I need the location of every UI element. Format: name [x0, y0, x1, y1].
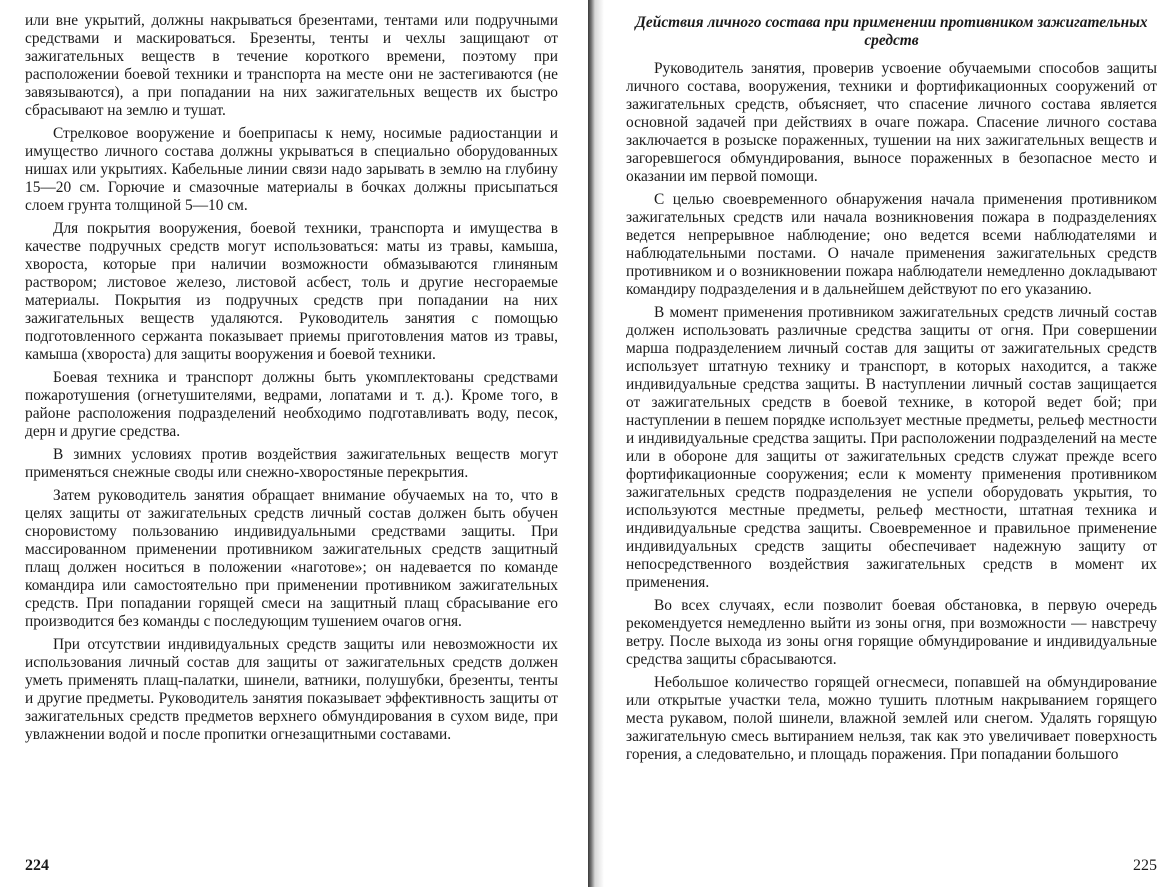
section-heading: Действия личного состава при применении противником зажигательных средств: [635, 14, 1148, 49]
left-paragraph-5: В зимних условиях против воздействия зажигательных веществ могут применяться снежные своды или снежно-хворостяные перекрытия.: [25, 446, 558, 481]
right-paragraph-1: Руководитель занятия, проверив усвоение обучаемыми способов защиты личного состава, вооружения, техники и фортификационных сооружений от зажигательных средств, объясняет, что спасение личного состава является основной задачей при действиях в очаге пожара. Спасение личного состава заключается в розыске пораженных, тушении на них зажигательных веществ и загоревшегося обмундирования, выносе пораженных в безопасное место и оказании им первой помощи.: [626, 60, 1157, 185]
right-paragraph-5: Небольшое количество горящей огнесмеси, попавшей на обмундирование или открытые участки тела, можно тушить плотным накрыванием горящего места рукавом, полой шинели, влажной землей или снегом. Удалять горящую зажигательную смесь вытиранием нельзя, так как это увеличивает поверхность горения, а следовательно, и площадь поражения. При попадании большого: [626, 674, 1157, 763]
right-paragraph-4: Во всех случаях, если позволит боевая обстановка, в первую очередь рекомендуется немедленно выйти из зоны огня, при возможности — навстречу ветру. После выхода из зоны огня горящие обмундирование и индивидуальные средства защиты сбрасываются.: [626, 597, 1157, 668]
right-paragraph-2: С целью своевременного обнаружения начала применения противником зажигательных средств или начала возникновения пожара в подразделениях ведется непрерывное наблюдение; оно ведется всеми наблюдателями и наблюдательными постами. О начале применения зажигательных средств противником и о возникновении пожара наблюдатели немедленно докладывают командиру подразделения и в дальнейшем действуют по его указанию.: [626, 191, 1157, 298]
left-paragraph-1: или вне укрытий, должны накрываться брезентами, тентами или подручными средствами и маскироваться. Брезенты, тенты и чехлы защищают от зажигательных веществ в течение короткого времени, поэтому при расположении боевой техники и транспорта на месте они не застегиваются (не завязываются), а при попадании на них зажигательных веществ их быстро сбрасывают на землю и тушат.: [25, 12, 558, 119]
right-page: [604, 0, 1175, 887]
page-number-right: 225: [1133, 857, 1157, 874]
book-spine-shadow: [588, 0, 604, 887]
right-paragraph-3: В момент применения противником зажигательных средств личный состав должен использовать различные средства защиты от огня. При совершении марша подразделением личный состав для защиты от зажигательных средств использует штатную технику и транспорт, в которых находится, а также индивидуальные средства защиты. В наступлении личный состав защищается от зажигательных средств в боевой технике, в которой ведет бой; при наступлении в пешем порядке использует местные предметы, рельеф местности и индивидуальные средства защиты. При расположении подразделений на месте или в обороне для защиты от зажигательных средств служат прежде всего фортификационные сооружения; если к моменту применения противником зажигательных средств подразделения не успели оборудовать укрытия, то используются местные предметы, рельеф местности, штатная техника и индивидуальные средства защиты. Своевременное и правильное применение индивидуальных средств защиты обеспечивает надежную защиту от непосредственного воздействия зажигательных средств в момент их применения.: [626, 304, 1157, 591]
left-paragraph-2: Стрелковое вооружение и боеприпасы к нему, носимые радиостанции и имущество личного состава должны укрываться в специально оборудованных нишах или укрытиях. Кабельные линии связи надо зарывать в землю на глубину 15—20 см. Горючие и смазочные материалы в бочках должны присыпаться слоем грунта толщиной 5—10 см.: [25, 125, 558, 214]
left-paragraph-6: Затем руководитель занятия обращает внимание обучаемых на то, что в целях защиты от зажигательных средств личный состав должен быть обучен сноровистому пользованию индивидуальными средствами защиты. При массированном применении противником зажигательных средств защитный плащ должен носиться в положении «наготове»; он надевается по команде командира или самостоятельно при применении противником зажигательных средств. При попадании горящей смеси на защитный плащ сбрасывание его производится без команды с последующим тушением очагов огня.: [25, 487, 558, 630]
left-paragraph-4: Боевая техника и транспорт должны быть укомплектованы средствами пожаротушения (огнетушителями, ведрами, лопатами и т. д.). Кроме того, в районе расположения подразделений необходимо подготавливать воду, песок, дерн и другие средства.: [25, 369, 558, 440]
page-number-left: 224: [25, 857, 49, 874]
left-paragraph-7: При отсутствии индивидуальных средств защиты или невозможности их использования личный состав для защиты от зажигательных средств должен уметь применять плащ-палатки, шинели, ватники, полушубки, брезенты, тенты и другие предметы. Руководитель занятия показывает эффективность защиты от зажигательных средств предметов верхнего обмундирования в сухом виде, при увлажнении водой и после пропитки огнезащитными составами.: [25, 636, 558, 743]
left-paragraph-3: Для покрытия вооружения, боевой техники, транспорта и имущества в качестве подручных средств могут использоваться: маты из травы, камыша, хвороста, которые при наличии возможности обмазываются глиняным раствором; листовое железо, листовой асбест, толь и другие несгораемые материалы. Покрытия из подручных средств при попадании на них зажигательных веществ удаляются. Руководитель занятия с помощью подготовленного сержанта показывает приемы приготовления матов из травы, камыша (хвороста) для защиты вооружения и боевой техники.: [25, 220, 558, 363]
